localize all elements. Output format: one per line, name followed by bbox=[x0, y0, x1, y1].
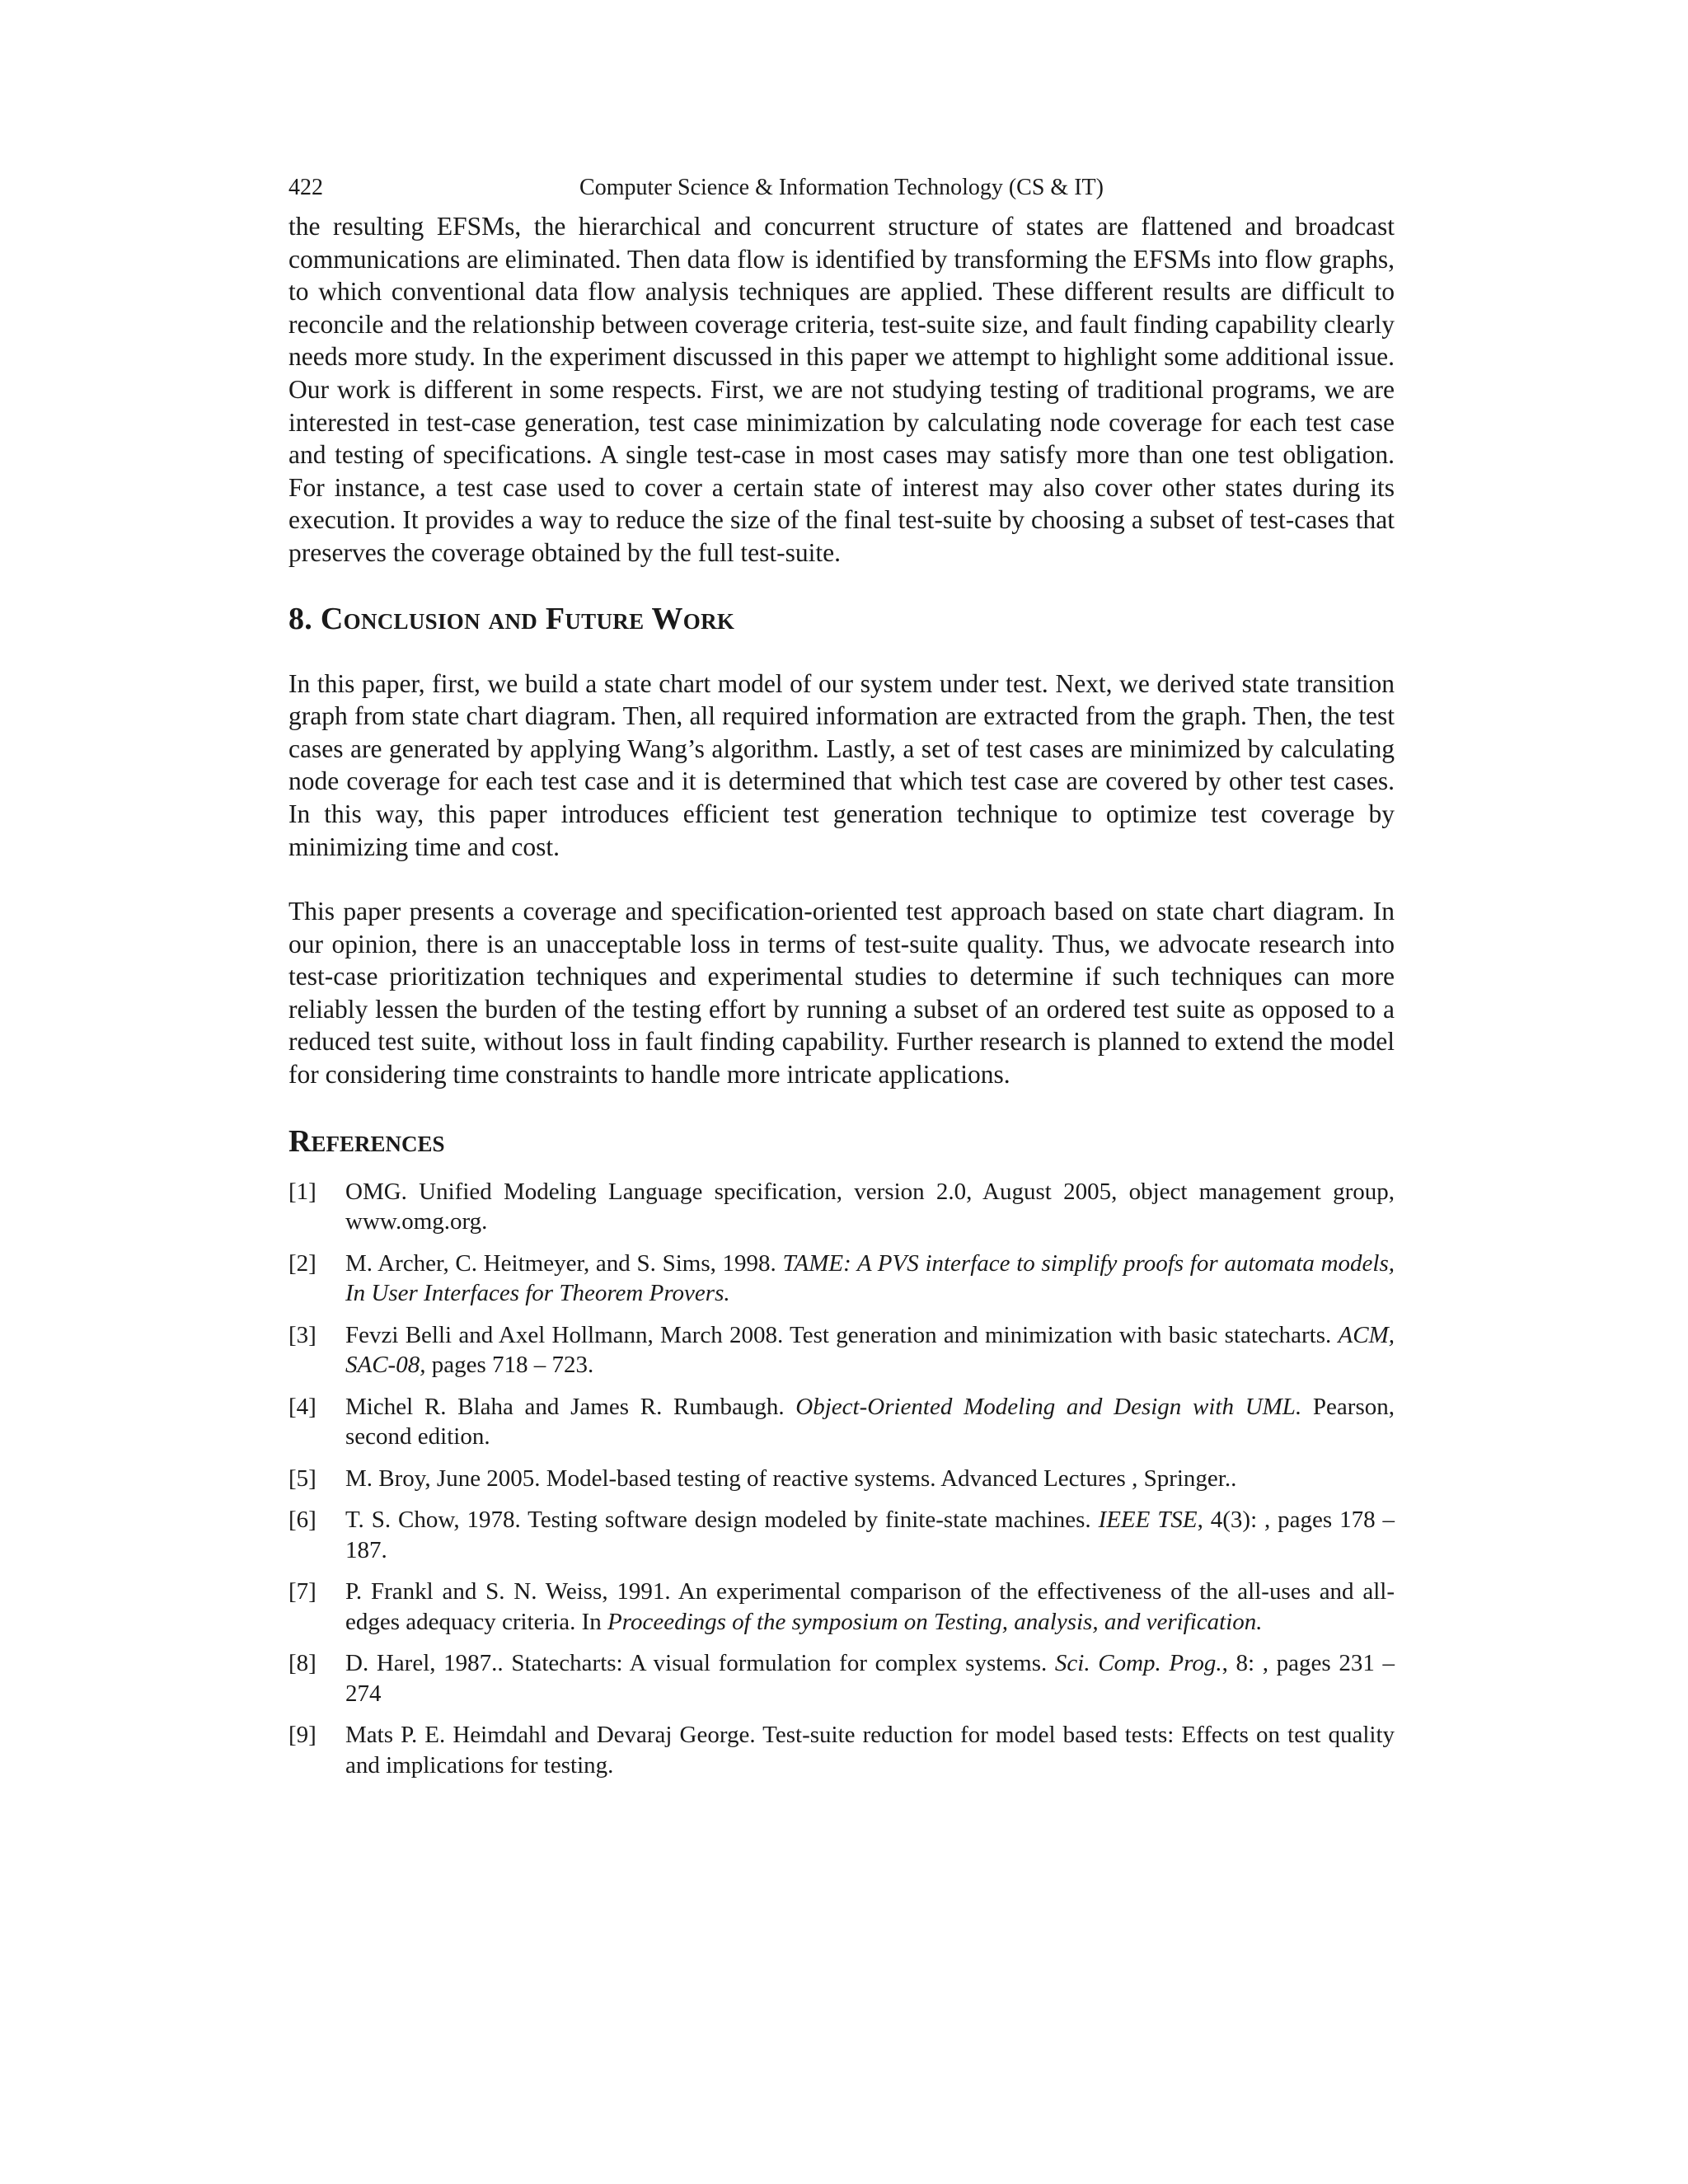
reference-number: [3] bbox=[288, 1321, 316, 1348]
journal-title: Computer Science & Information Technology (CS & IT) bbox=[579, 175, 1104, 200]
intro-paragraph: the resulting EFSMs, the hierarchical and concurrent structure of states are flattened and broadcast communications are eliminated. Then data flow is identified by transforming the EFSMs into flow graphs, to which conventional data flow analysis techniques are applied. These different results are difficult to reconcile and the relationship between coverage criteria, test-suite size, and fault finding capability clearly needs more study. In the experiment discussed in this paper we attempt to highlight some additional issue. Our work is different in some respects. First, we are not studying testing of traditional programs, we are interested in test-case generation, test case minimization by calculating node coverage for each test case and testing of specifications. A single test-case in most cases may satisfy more than one test obligation. For instance, a test case used to cover a certain state of interest may also cover other states during its execution. It provides a way to reduce the size of the final test-suite by choosing a subset of test-cases that preserves the coverage obtained by the full test-suite. bbox=[288, 212, 1395, 567]
reference-item bbox=[288, 1320, 1395, 1380]
reference-text: D. Harel, 1987.. Statecharts: A visual formulation for complex systems. bbox=[345, 1650, 1055, 1677]
reference-number: [4] bbox=[288, 1393, 316, 1420]
conclusion-paragraph-2: This paper presents a coverage and specification-oriented test approach based on state chart diagram. In our opinion, there is an unacceptable loss in terms of test-suite quality. Thus, we advocate research into test-case prioritization techniques and experimental studies to determine if such techniques can more reliably lessen the burden of the testing effort by running a subset of an ordered test suite as opposed to a reduced test suite, without loss in fault finding capability. Further research is planned to extend the model for considering time constraints to handle more intricate applications. bbox=[288, 897, 1395, 1090]
reference-italic: Proceedings of the symposium on Testing, analysis, and verification. bbox=[607, 1608, 1263, 1635]
reference-text: T. S. Chow, 1978. Testing software design modeled by finite-state machines. bbox=[345, 1507, 1099, 1534]
reference-item bbox=[288, 1249, 1395, 1309]
reference-number: [5] bbox=[288, 1465, 316, 1492]
paper-page bbox=[288, 171, 1395, 1792]
reference-text: OMG. Unified Modeling Language specification, version 2.0, August 2005, object management group, www.omg.org. bbox=[345, 1178, 1395, 1235]
reference-number: [9] bbox=[288, 1722, 316, 1749]
reference-text: M. Broy, June 2005. Model-based testing of reactive systems. Advanced Lectures , Springer.. bbox=[345, 1465, 1237, 1492]
reference-item bbox=[288, 1648, 1395, 1708]
reference-italic: Object-Oriented Modeling and Design with UML. bbox=[795, 1393, 1302, 1420]
reference-italic: Sci. Comp. Prog. bbox=[1054, 1650, 1222, 1677]
reference-italic: TAME: A PVS interface to simplify proofs for automata models, In User Interfaces for Theorem Provers. bbox=[345, 1249, 1395, 1307]
reference-text-tail: pages 718 – 723. bbox=[425, 1352, 594, 1379]
page-number: 422 bbox=[288, 175, 323, 200]
reference-item bbox=[288, 1505, 1395, 1565]
reference-number: [6] bbox=[288, 1507, 316, 1534]
section-heading: 8. Conclusion and Future Work bbox=[288, 601, 735, 636]
reference-list bbox=[288, 1177, 1395, 1781]
conclusion-paragraph-1: In this paper, first, we build a state chart model of our system under test. Next, we derived state transition graph from state chart diagram. Then, all required information are extracted from the graph. Then, the test cases are generated by applying Wang’s algorithm. Lastly, a set of test cases are minimized by calculating node coverage for each test case and it is determined that which test case are covered by other test cases. In this way, this paper introduces efficient test generation technique to optimize test coverage by minimizing time and cost. bbox=[288, 668, 1395, 861]
reference-number: [7] bbox=[288, 1578, 316, 1605]
reference-text-tail: , 8: , pages 231 – 274 bbox=[345, 1650, 1395, 1707]
reference-text: Fevzi Belli and Axel Hollmann, March 2008. Test generation and minimization with basic statecharts. bbox=[345, 1321, 1339, 1348]
reference-item bbox=[288, 1464, 1395, 1494]
reference-text: Mats P. E. Heimdahl and Devaraj George. Test-suite reduction for model based tests: Effects on test quality and implications for testing. bbox=[345, 1722, 1395, 1779]
reference-item bbox=[288, 1392, 1395, 1452]
reference-text-tail: , 4(3): , pages 178 – 187. bbox=[345, 1507, 1395, 1563]
reference-text: P. Frankl and S. N. Weiss, 1991. An experimental comparison of the effectiveness of the all-uses and all-edges adequacy criteria. In bbox=[345, 1578, 1395, 1635]
reference-item bbox=[288, 1577, 1395, 1637]
reference-number: [1] bbox=[288, 1178, 316, 1205]
reference-number: [2] bbox=[288, 1249, 316, 1277]
reference-item bbox=[288, 1720, 1395, 1780]
reference-text: M. Archer, C. Heitmeyer, and S. Sims, 1998. bbox=[345, 1249, 783, 1277]
reference-item bbox=[288, 1177, 1395, 1237]
paragraph-gap bbox=[288, 863, 1395, 895]
reference-italic: IEEE TSE bbox=[1098, 1507, 1198, 1534]
reference-text: Michel R. Blaha and James R. Rumbaugh. bbox=[345, 1393, 796, 1420]
running-header bbox=[288, 171, 1395, 204]
reference-text-tail: Pearson, second edition. bbox=[345, 1393, 1395, 1451]
reference-number: [8] bbox=[288, 1650, 316, 1677]
references-heading: References bbox=[288, 1123, 445, 1159]
reference-italic: ACM, SAC-08, bbox=[345, 1321, 1395, 1379]
